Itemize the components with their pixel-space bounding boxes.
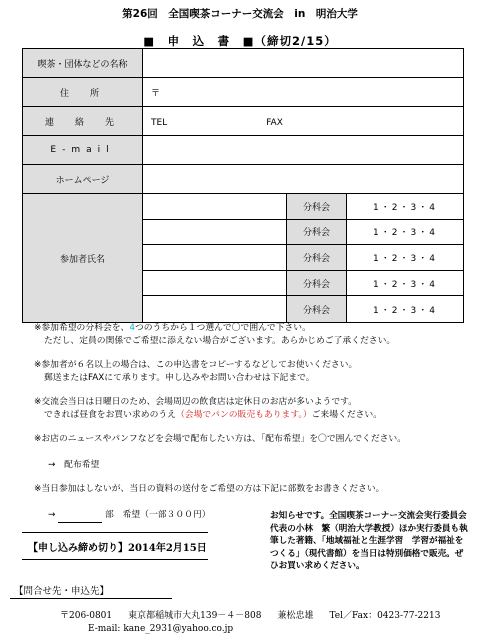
address-field[interactable]: 〒 bbox=[143, 78, 464, 107]
note-distribution bbox=[34, 433, 464, 472]
book-notice: お知らせです。全国喫茶コーナー交流会実行委員会代表の小林 繁（明治大学教授）ほか実行委員も執筆した著籍、「地域福祉と生涯学習 学習が福祉をつくる」（現代書館）を当日は特別価格で販売。ぜひお買い求めください。 bbox=[270, 511, 468, 571]
notes-section bbox=[34, 322, 464, 534]
note-highlight: （会場でパンの販売もあります。） bbox=[175, 410, 312, 420]
note-text: ※参加者が６名以上の場合は、この申込書をコピーするなどしてお使いください。 bbox=[34, 360, 358, 370]
attendees-label: 参加者氏名 bbox=[23, 194, 143, 323]
organization-label: 喫茶・団体などの名称 bbox=[23, 49, 143, 78]
session-label: 分科会 bbox=[286, 194, 346, 220]
note-text: つのうちから１つ選んで〇で囲んで下さい。 bbox=[134, 323, 311, 333]
contact-line bbox=[60, 608, 480, 621]
session-label: 分科会 bbox=[286, 245, 346, 271]
session-label: 分科会 bbox=[286, 296, 346, 322]
session-options[interactable]: 1・2・3・4 bbox=[346, 271, 463, 297]
note-text: ※参加希望の分科会を、 bbox=[34, 323, 130, 333]
document-title: 第26回 全国喫茶コーナー交流会 in 明治大学 bbox=[122, 8, 358, 20]
session-options[interactable]: 1・2・3・4 bbox=[346, 296, 463, 322]
attendee-name-field[interactable] bbox=[143, 271, 286, 297]
attendee-name-field[interactable] bbox=[143, 245, 286, 271]
application-form-table bbox=[22, 48, 464, 323]
attendees-cell bbox=[143, 194, 464, 323]
attendee-grid bbox=[143, 194, 463, 322]
homepage-label: ホームページ bbox=[23, 165, 143, 194]
attendee-name-field[interactable] bbox=[143, 194, 286, 220]
note-text: ※当日参加はしないが、当日の資料の送付をご希望の方は下記に部数をお書きください。 bbox=[34, 484, 385, 494]
session-label: 分科会 bbox=[286, 271, 346, 297]
note-text: できれば昼食をお買い求めのうえ bbox=[44, 410, 176, 420]
copies-field[interactable] bbox=[58, 509, 102, 523]
contact-label: 連 絡 先 bbox=[23, 107, 143, 136]
session-options[interactable]: 1・2・3・4 bbox=[346, 220, 463, 246]
contact-name: 兼松忠雄 bbox=[277, 611, 314, 621]
address-label: 住 所 bbox=[23, 78, 143, 107]
form-row-email bbox=[23, 136, 464, 165]
form-row-address bbox=[23, 78, 464, 107]
note-text: 郵送またはFAXにて承ります。申し込みやお問い合わせは下記まで。 bbox=[44, 373, 315, 383]
form-row-homepage bbox=[23, 165, 464, 194]
note-text: ただし、定員の関係でご希望に添えない場合がございます。あらかじめご了承ください。 bbox=[44, 336, 396, 346]
attendee-name-field[interactable] bbox=[143, 220, 286, 246]
deadline-box: 【申し込み締め切り】2014年2月15日 bbox=[22, 532, 208, 560]
form-row-organization bbox=[23, 49, 464, 78]
contact-field[interactable]: TEL FAX bbox=[143, 107, 464, 136]
contact-zip: 〒206-0801 bbox=[60, 611, 113, 621]
attendee-name-field[interactable] bbox=[143, 296, 286, 322]
homepage-field[interactable] bbox=[143, 165, 464, 194]
distribution-option[interactable]: → 配布希望 bbox=[48, 460, 100, 470]
organization-field[interactable] bbox=[143, 49, 464, 78]
note-lunch bbox=[34, 396, 464, 422]
contact-email[interactable]: E-mail: kane_2931@yahoo.co.jp bbox=[88, 624, 234, 634]
arrow-icon: → bbox=[48, 510, 56, 520]
session-label: 分科会 bbox=[286, 220, 346, 246]
note-highlight: 4 bbox=[129, 323, 135, 333]
email-label: E-mail bbox=[23, 136, 143, 165]
form-row-attendees bbox=[23, 194, 464, 323]
note-text: 部 希望（一部３００円） bbox=[104, 510, 211, 520]
contact-tel: Tel／Fax：0423-77-2213 bbox=[329, 611, 441, 621]
note-copies bbox=[34, 359, 464, 385]
note-sessions bbox=[34, 322, 464, 348]
note-text: ※交流会当日は日曜日のため、会場周辺の飲食店は定休日のお店が多いようです。 bbox=[34, 397, 358, 407]
email-field[interactable] bbox=[143, 136, 464, 165]
session-options[interactable]: 1・2・3・4 bbox=[346, 194, 463, 220]
contact-heading: 【問合せ先・申込先】 bbox=[10, 586, 172, 599]
note-text: ご来場ください。 bbox=[311, 410, 383, 420]
session-options[interactable]: 1・2・3・4 bbox=[346, 245, 463, 271]
contact-address: 東京都稲城市大丸139－４－808 bbox=[128, 611, 262, 621]
note-text: ※お店のニュースやパンフなどを会場で配布したい方は、「配布希望」を〇で囲んでください。 bbox=[34, 434, 407, 444]
form-row-contact bbox=[23, 107, 464, 136]
form-subtitle: ■ 申 込 書 ■（締切2/15） bbox=[143, 34, 337, 48]
